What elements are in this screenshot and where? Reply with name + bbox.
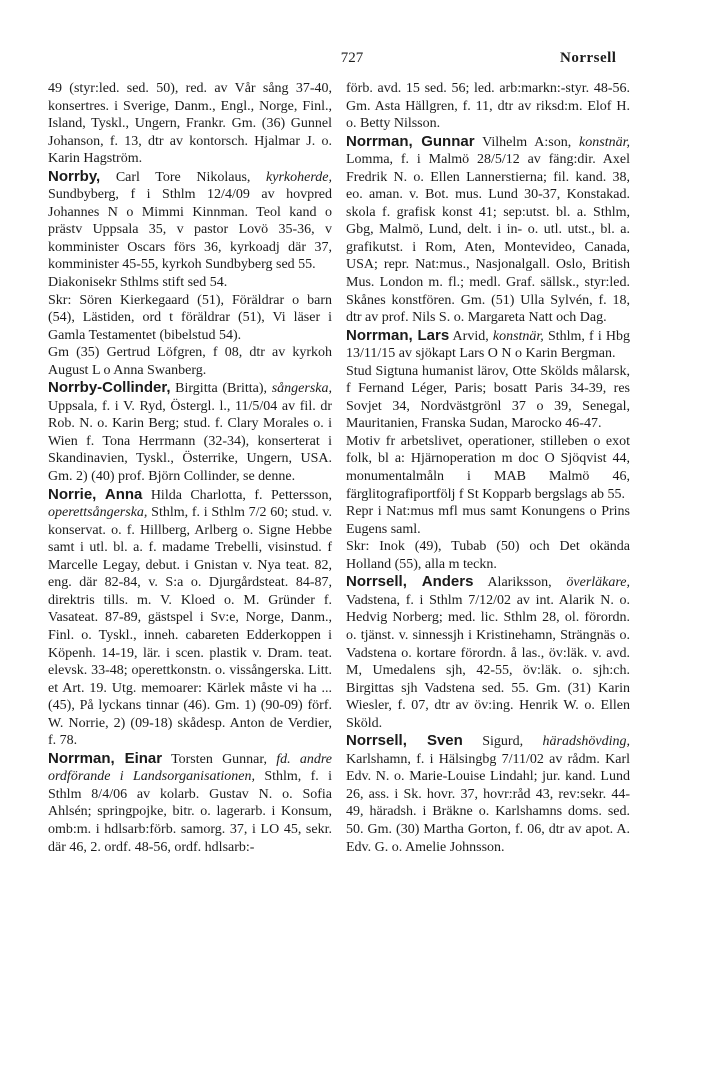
entry-headword: Norrby, [48,167,101,185]
entry-norrby-collinder: Norrby-Collinder, Birgitta (Britta), sångerska, Uppsala, f. i V. Ryd, Östergl. l., 11/5/04 av fil. dr Rob. N. o. Karin Berg; stud. f. Clary Morales o. i Wien f. Tona Herrmann (32-34), konserterat i Skandinavien, Tyskl., Österrike, Ungern, USA. Gm. 2) (40) prof. Björn Collinder, se denne. [48,379,332,485]
entry-norrman-lars: Norrman, Lars Arvid, konstnär, Sthlm, f i Hbg 13/11/15 av sjökapt Lars O N o Karin Bergman. [346,326,630,362]
entry-norrie-anna: Norrie, Anna Hilda Charlotta, f. Pettersson, operettsångerska, Sthlm, f. i Sthlm 7/2 60; stud. v. konservat. o. f. Hillberg, Arlberg o. Signe Hebbe samt i utl. bl. a. f. madame Trebelli, visinstud. f Marcelle Legay, debut. i Gnistan v. Nya teat. 82, eng. där 82-84, v. S:a o. Djurgårdsteat. 84-87, direktris tills. m. V. Kloed o. M. Gründer f. Vasateat. 87-89, gästspel i Sv:e, Norge, Danm., Finl. o. Tyskl., inneh. cabareten Edderkoppen i Köpenh. 14-19, lär. i scen. plastik v. Dram. teat. elevsk. 33-48; operettkonstn. o. vissångerska. Litt. et Art. 19. Utg. memoarer: Kärlek måste vi ha ... (45), På lyckans tinnar (46). Gm. 1) (90-09) förf. W. Norrie, 2) (09-18) skådesp. Anton de Verdier, f. 78. [48,485,332,749]
entry-paragraph: Skr: Inok (49), Tubab (50) och Det okända Holland (55), alla m teckn. [346,539,630,572]
left-column [48,80,332,856]
entry-continuation: 49 (styr:led. sed. 50), red. av Vår sång 37-40, konsertres. i Sverige, Danm., Engl., Norge, Finl., Island, Tyskl., Ungern, Frankr. Gm. (36) Gunnel Johanson, f. 13, dtr av kontorsch. Hjalmar J. o. Karin Hagström. [48,81,332,167]
entry-norrby-tore: Norrby, Carl Tore Nikolaus, kyrkoherde, Sundbyberg, f i Sthlm 12/4/09 av hovpred Johannes N o Mimmi Kinnman. Teol kand o prästv Uppsala 35, v pastor Lovö 35-36, v komminister Oscars förs 36, kyrkoadj där 37, komminister 45-55, kyrkoh Sundbyberg sed 55. [48,167,332,273]
entry-headword: Norrsell, Anders [346,573,474,591]
entry-headword: Norrman, Einar [48,749,163,767]
entry-paragraph: Repr i Nat:mus mfl mus samt Konungens o Prins Eugens saml. [346,504,630,537]
running-head: Norrsell [560,50,617,66]
entry-norrman-gunnar: Norrman, Gunnar Vilhelm A:son, konstnär, Lomma, f. i Malmö 28/5/12 av fäng:dir. Axel Fredrik N. o. Ellen Lannerstierna; fil. kand. 38, eo. aman. v. Bot. mus. Lund 30-37, Konstakad. skola f. grafisk konst 41; sep:utst. bl. a. Sthlm, Gbg, Malmö, Lund, delt. i in- o. utl. utst., bl. a. grafikutst. i Rom, Aten, Montevideo, Canada, USA; repr. Nat:mus., Nasjonalgall. Oslo, British Mus. London m. fl.; medl. Graf. sällsk., styr:led. Skånes konstfören. Gm. (51) Ulla Sylvén, f. 18, dtr av prof. Nils S. o. Margareta Natt och Dag. [346,132,630,326]
entry-paragraph: Diakonisekr Sthlms stift sed 54. [48,275,228,291]
entry-headword: Norrby-Collinder, [48,379,171,397]
entry-headword: Norrsell, Sven [346,732,463,750]
entry-norrsell-anders: Norrsell, Anders Alariksson, överläkare, Vadstena, f. i Sthlm 7/12/02 av int. Alarik N. o. Hedvig Norberg; med. lic. Sthlm 28, ol. förordn. o. tjänst. v. sinnessjh i Kristinehamn, Strängnäs o. Vadstena o. kortare förordn. å las., öv:läk. v. avd. M, Umedalens sjh, 42-55, öv:läk. o. sjh:ch. Birgittas sjh Vadstena sed. 55. Gm. (31) Karin Wiesler, f. 07, dtr av öv:ing. Henrik W. o. Ellen Sköld. [346,573,631,731]
page-number: 727 [340,50,364,66]
entry-paragraph: Stud Sigtuna humanist lärov, Otte Skölds målarsk, f Fernand Léger, Paris; bosatt Paris 34-39, res Sovjet 34, Nordvästgrönl 37 o 39, Senegal, Mauritanien, Franska Sudan, Marocko 46-47. [346,363,630,432]
entry-headword: Norrman, Lars [346,326,450,344]
entry-headword: Norrman, Gunnar [346,132,475,150]
entry-continuation: förb. avd. 15 sed. 56; led. arb:markn:-styr. 48-56. Gm. Asta Hällgren, f. 11, dtr av riksd:m. Elof H. o. Betty Nilsson. [346,81,630,132]
entry-paragraph: Motiv fr arbetslivet, operationer, stilleben o exot folk, bl a: Hjärnoperation m doc O Sjöqvist 44, monumentalmåln i MAB Malmö 46, färglitografiportfölj f St Kopparb bergslags ab 55. [346,433,630,502]
entry-headword: Norrie, Anna [48,485,143,503]
entry-paragraph: Skr: Sören Kierkegaard (51), Föräldrar o barn (54), Lästiden, ord t föräldrar (51), Vi läser i Gamla Testamentet (bibelstud 54). [48,292,332,343]
entry-norrman-einar: Norrman, Einar Torsten Gunnar, fd. andre ordförande i Landsorganisationen, Sthlm, f. i Sthlm 8/4/06 av kolarb. Gustav N. o. Sofia Ahlsén; springpojke, bitr. o. lagerarb. i Konsum, omb:m. i hdlsarb:förb. samorg. 37, i LO 45, sekr. där 46, 2. ordf. 48-56, ordf. hdlsarb:- [48,749,332,855]
entry-norrsell-sven: Norrsell, Sven Sigurd, häradshövding, Karlshamn, f. i Hälsingbg 7/11/02 av rådm. Karl Edv. N. o. Marie-Louise Lindahl; jur. kand. Lund 26, ass. i Sk. hovr. 37, hovr:råd 43, rev:sekr. 44-49, häradsh. i Bräkne o. Karlshamns doms. sed. 50. Gm. (30) Martha Gorton, f. 06, dtr av apot. A. Edv. G. o. Amelie Johnsson. [346,732,630,855]
entry-paragraph: Gm (35) Gertrud Löfgren, f 08, dtr av kyrkoh August L o Anna Swanberg. [48,345,332,378]
right-column [346,80,630,856]
